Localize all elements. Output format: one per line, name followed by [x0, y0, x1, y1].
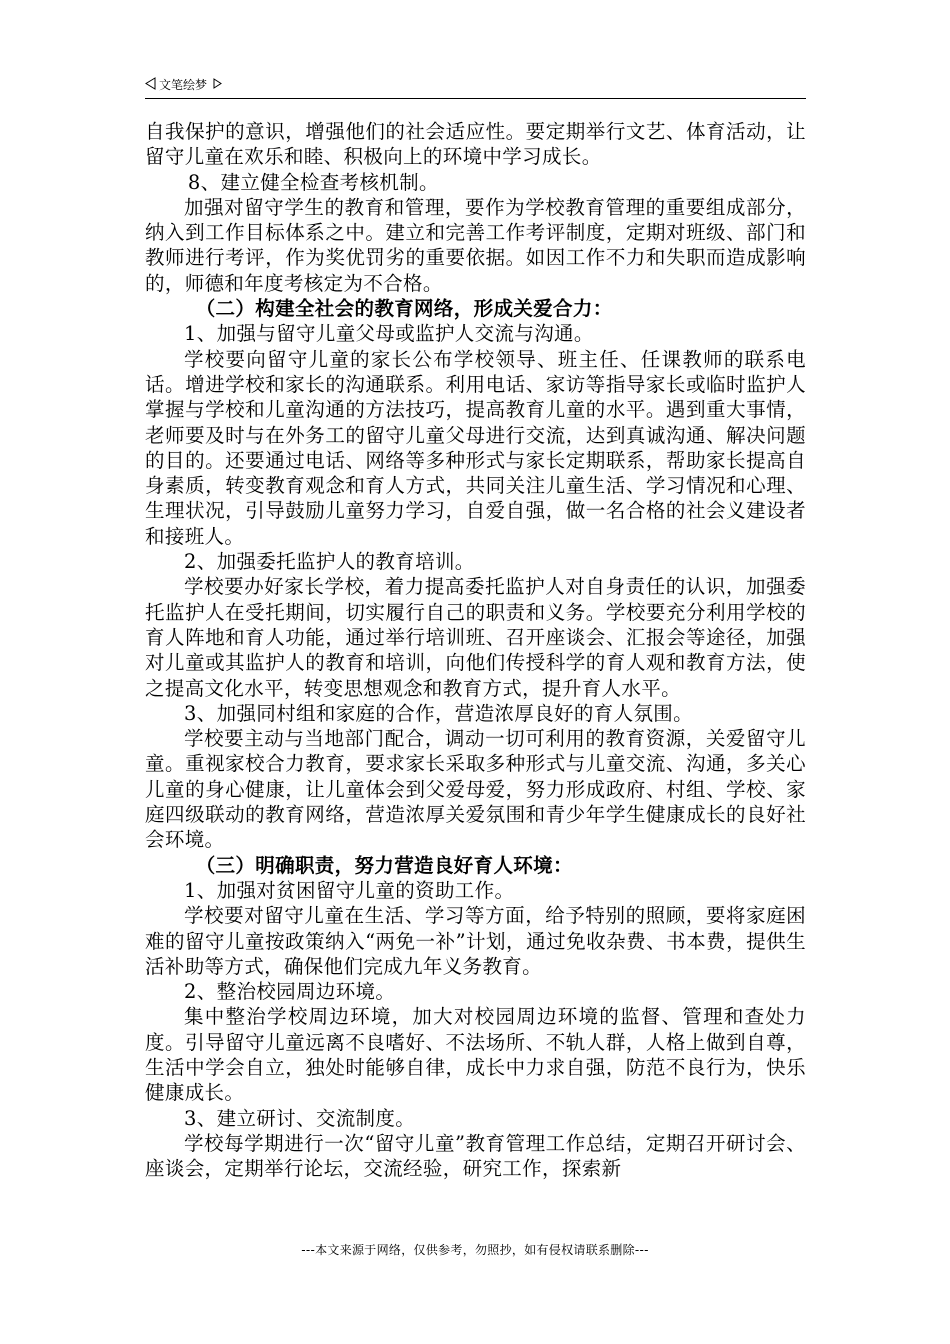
section-item: 2、加强委托监护人的教育培训。 [184, 550, 475, 574]
section-item: 8、建立健全检查考核机制。 [187, 170, 439, 194]
paragraph: 学校要对留守儿童在生活、学习等方面，给予特别的照顾，要将家庭困难的留守儿童按政策纳入“两免一补”计划，通过免收杂费、书本费，提供生活补助等方式，确保他们完成九年义务教育。 [145, 904, 806, 978]
paragraph: 学校要向留守儿童的家长公布学校领导、班主任、任课教师的联系电话。增进学校和家长的沟通联系。利用电话、家访等指导家长或临时监护人掌握与学校和儿童沟通的方法技巧，提高教育儿童的水平。遇到重大事情，老师要及时与在外务工的留守儿童父母进行交流，达到真诚沟通、解决问题的目的。还要通过电话、网络等多种形式与家长定期联系，帮助家长提高自身素质，转变教育观念和育人方式，共同关注儿童生活、学习情况和心理、生理状况，引导鼓励儿童努力学习，自爱自强，做一名合格的社会义建设者和接班人。 [145, 347, 806, 548]
section-item: 1、加强与留守儿童父母或监护人交流与沟通。 [184, 322, 594, 346]
page-footer: ---本文来源于网络，仅供参考，勿照抄，如有侵权请联系删除--- [301, 1243, 649, 1257]
paragraph: 加强对留守学生的教育和管理，要作为学校教育管理的重要组成部分，纳入到工作目标体系之中。建立和完善工作考评制度，定期对班级、部门和教师进行考评，作为奖优罚劣的重要依据。如因工作不力和失职而造成影响的，师德和年度考核定为不合格。 [145, 195, 806, 295]
triangle-right-icon [213, 78, 222, 92]
header-rule [145, 98, 806, 99]
paragraph: 集中整治学校周边环境，加大对校园周边环境的监督、管理和查处力度。引导留守儿童远离不良嗜好、不法场所、不轨人群，人格上做到自尊，生活中学会自立，独处时能够自律，成长中力求自强，防范不良行为，快乐健康成长。 [145, 1005, 806, 1105]
paragraph: 学校要办好家长学校，着力提高委托监护人对自身责任的认识，加强委托监护人在受托期间，切实履行自己的职责和义务。学校要充分利用学校的育人阵地和育人功能，通过举行培训班、召开座谈会、汇报会等途径，加强对儿童或其监护人的教育和培训，向他们传授科学的育人观和教育方法，使之提高文化水平，转变思想观念和教育方式，提升育人水平。 [145, 575, 806, 700]
header-brand: 文笔绘梦 [159, 78, 208, 92]
document-body [145, 119, 806, 1181]
section-item: 3、加强同村组和家庭的合作，营造浓厚良好的育人氛围。 [184, 701, 694, 725]
triangle-left-icon [145, 77, 156, 93]
paragraph: 学校要主动与当地部门配合，调动一切可利用的教育资源，关爱留守儿童。重视家校合力教育，要求家长采取多种形式与儿童交流、沟通，多关心儿童的身心健康，让儿童体会到父爱母爱，努力形成政府、村组、学校、家庭四级联动的教育网络，营造浓厚关爱氛围和青少年学生健康成长的良好社会环境。 [145, 727, 806, 852]
section-heading: （二）构建全社会的教育网络，形成关爱合力： [195, 297, 613, 321]
page-header [145, 76, 806, 98]
section-item: 3、建立研讨、交流制度。 [184, 1106, 416, 1130]
section-item: 1、加强对贫困留守儿童的资助工作。 [184, 878, 515, 902]
paragraph: 自我保护的意识，增强他们的社会适应性。要定期举行文艺、体育活动，让留守儿童在欢乐和睦、积极向上的环境中学习成长。 [145, 120, 806, 169]
section-item: 2、整治校园周边环境。 [184, 980, 396, 1004]
paragraph: 学校每学期进行一次“留守儿童”教育管理工作总结，定期召开研讨会、座谈会，定期举行论坛，交流经验，研究工作，探索新 [145, 1131, 806, 1181]
section-heading: （三）明确职责，努力营造良好育人环境： [195, 853, 573, 877]
